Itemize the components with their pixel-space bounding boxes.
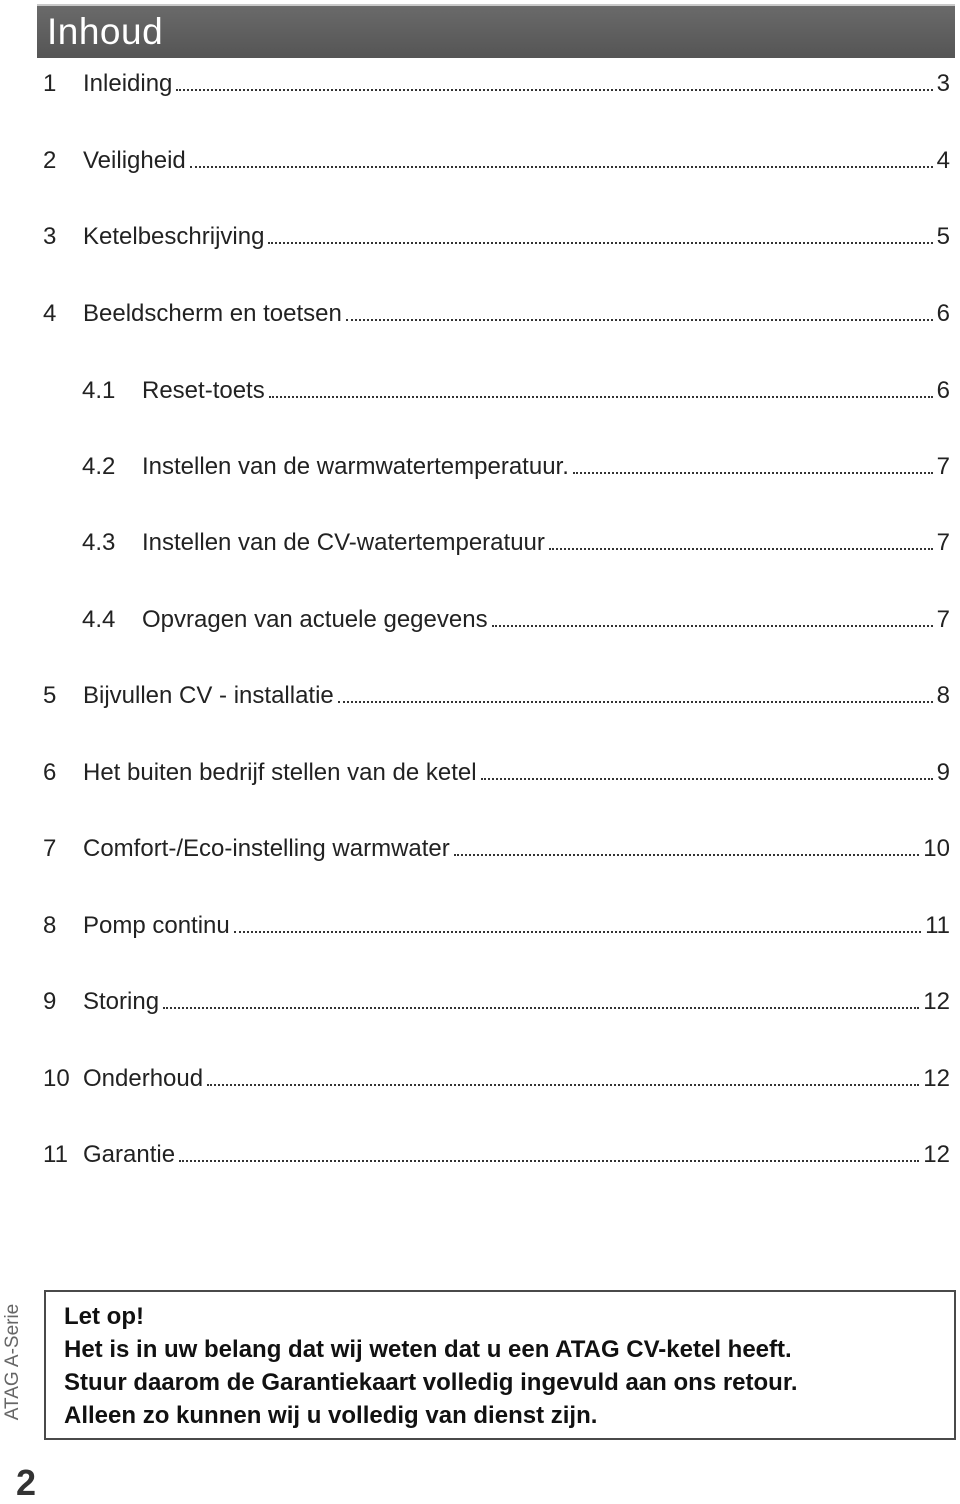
toc-entry-2[interactable] xyxy=(43,139,950,175)
toc-number: 4.2 xyxy=(82,453,116,480)
toc-leader xyxy=(454,853,920,856)
toc-number: 9 xyxy=(43,988,57,1015)
toc-leader xyxy=(234,930,921,933)
toc-title: Inleiding xyxy=(83,70,173,97)
toc-title: Beeldscherm en toetsen xyxy=(83,300,342,327)
toc-page: 12 xyxy=(923,988,950,1015)
toc-number: 8 xyxy=(43,912,57,939)
notice-line: Stuur daarom de Garantiekaart volledig ingevuld aan ons retour. xyxy=(64,1369,798,1396)
warranty-notice-box xyxy=(44,1290,956,1440)
toc-entry-4-2[interactable] xyxy=(82,445,950,481)
toc-page: 8 xyxy=(936,682,950,709)
toc-number: 11 xyxy=(43,1141,68,1168)
toc-title: Reset-toets xyxy=(142,377,265,404)
toc-entry-10[interactable] xyxy=(43,1057,950,1093)
toc-title: Veiligheid xyxy=(83,147,186,174)
toc-page: 10 xyxy=(923,835,950,862)
notice-line: Alleen zo kunnen wij u volledig van dienst zijn. xyxy=(64,1402,598,1429)
toc-number: 4.1 xyxy=(82,377,116,404)
series-brand-label: ATAG A-Serie xyxy=(2,1303,23,1421)
toc-title: Garantie xyxy=(83,1141,176,1168)
toc-leader xyxy=(492,624,933,627)
toc-title: Instellen van de warmwatertemperatuur. xyxy=(142,453,569,480)
toc-entry-7[interactable] xyxy=(43,827,950,863)
toc-leader xyxy=(573,471,933,474)
notice-heading: Let op! xyxy=(64,1303,144,1330)
toc-title: Instellen van de CV-watertemperatuur xyxy=(142,529,545,556)
toc-leader xyxy=(549,547,933,550)
toc-entry-4[interactable] xyxy=(43,292,950,328)
toc-page: 7 xyxy=(936,453,950,480)
toc-title: Bijvullen CV - installatie xyxy=(83,682,334,709)
toc-number: 4 xyxy=(43,300,57,327)
toc-page: 9 xyxy=(936,759,950,786)
toc-entry-4-4[interactable] xyxy=(82,598,950,634)
page-number: 2 xyxy=(16,1462,37,1503)
toc-title: Pomp continu xyxy=(83,912,230,939)
toc-leader xyxy=(481,777,933,780)
toc-page: 4 xyxy=(936,147,950,174)
toc-number: 4.3 xyxy=(82,529,116,556)
toc-number: 3 xyxy=(43,223,57,250)
toc-page: 6 xyxy=(936,377,950,404)
toc-page: 11 xyxy=(925,912,950,939)
toc-page: 6 xyxy=(936,300,950,327)
toc-leader xyxy=(346,318,933,321)
toc-leader xyxy=(176,88,932,91)
toc-entry-11[interactable] xyxy=(43,1133,950,1169)
toc-entry-8[interactable] xyxy=(43,904,950,940)
toc-number: 10 xyxy=(43,1065,70,1092)
toc-entry-4-3[interactable] xyxy=(82,521,950,557)
toc-leader xyxy=(179,1159,919,1162)
toc-entry-9[interactable] xyxy=(43,980,950,1016)
toc-entry-6[interactable] xyxy=(43,751,950,787)
toc-page: 5 xyxy=(936,223,950,250)
toc-entry-5[interactable] xyxy=(43,674,950,710)
toc-number: 1 xyxy=(43,70,57,97)
toc-number: 2 xyxy=(43,147,57,174)
toc-entry-4-1[interactable] xyxy=(82,369,950,405)
toc-title: Opvragen van actuele gegevens xyxy=(142,606,488,633)
toc-entry-3[interactable] xyxy=(43,215,950,251)
toc-page: 12 xyxy=(923,1065,950,1092)
toc-page: 12 xyxy=(923,1141,950,1168)
toc-page: 7 xyxy=(936,529,950,556)
toc-number: 4.4 xyxy=(82,606,116,633)
toc-number: 5 xyxy=(43,682,57,709)
page-title: Inhoud xyxy=(47,11,164,52)
toc-leader xyxy=(269,395,933,398)
toc-title: Ketelbeschrijving xyxy=(83,223,265,250)
toc-leader xyxy=(268,241,932,244)
toc-number: 6 xyxy=(43,759,57,786)
toc-page: 7 xyxy=(936,606,950,633)
toc-leader xyxy=(163,1006,919,1009)
toc-title: Het buiten bedrijf stellen van de ketel xyxy=(83,759,477,786)
toc-title: Storing xyxy=(83,988,160,1015)
notice-line: Het is in uw belang dat wij weten dat u een ATAG CV-ketel heeft. xyxy=(64,1336,792,1363)
toc-page: 3 xyxy=(936,70,950,97)
toc-title: Onderhoud xyxy=(83,1065,204,1092)
toc-leader xyxy=(338,700,933,703)
toc-leader xyxy=(190,165,933,168)
toc-title: Comfort-/Eco-instelling warmwater xyxy=(83,835,450,862)
toc-number: 7 xyxy=(43,835,57,862)
toc-entry-1[interactable] xyxy=(43,62,950,98)
toc-leader xyxy=(207,1083,919,1086)
